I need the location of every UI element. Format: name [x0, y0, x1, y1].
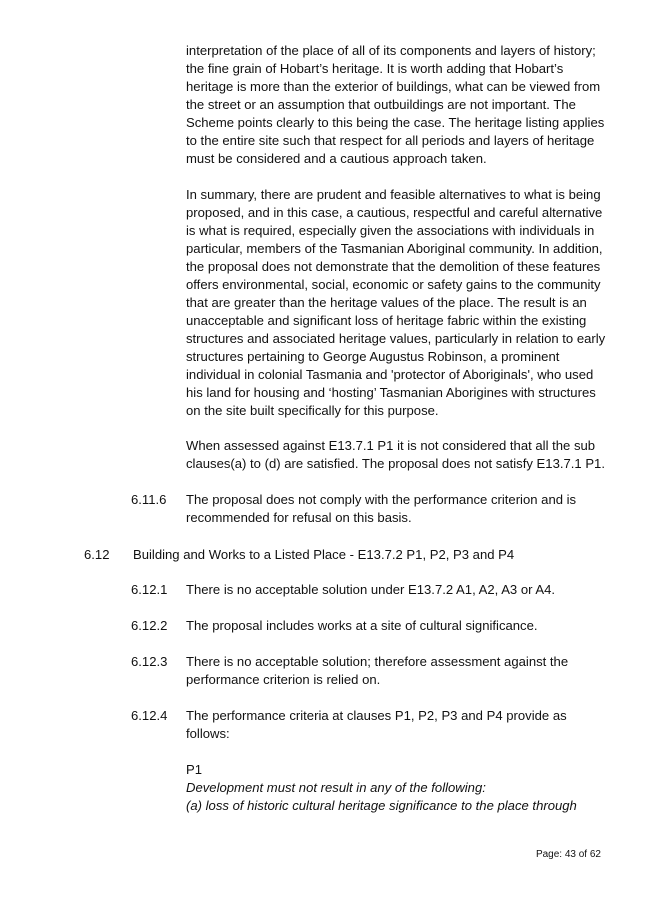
item-number: 6.12.2	[131, 618, 168, 633]
section-heading: Building and Works to a Listed Place - E13.7.2 P1, P2, P3 and P4	[133, 547, 515, 562]
page-number: Page: 43 of 62	[535, 849, 601, 860]
item-number: 6.11.6	[131, 492, 167, 507]
item-text: There is no acceptable solution; therefore assessment against the performance criterion is relied on.	[186, 654, 569, 687]
criteria-label: P1	[186, 762, 203, 777]
item-text: There is no acceptable solution under E13.7.2 A1, A2, A3 or A4.	[186, 582, 556, 597]
item-text: The proposal does not comply with the performance criterion and is recommended for refusal on this basis.	[186, 492, 577, 525]
criteria-clause-a: (a) loss of historic cultural heritage significance to the place through	[186, 798, 577, 813]
body-paragraph-1: interpretation of the place of all of its components and layers of history; the fine grain of Hobart’s heritage. It is worth adding that Hobart’s heritage is more than the exterior of buildings, what can be viewed from the street or an assumption that outbuildings are not important. The Scheme points clearly to this being the case. The heritage listing applies to the entire site such that respect for all periods and layers of heritage must be considered and a cautious approach taken.	[186, 43, 605, 166]
item-number: 6.12.3	[131, 654, 168, 669]
section-number: 6.12	[84, 547, 110, 562]
body-paragraph-3: When assessed against E13.7.1 P1 it is not considered that all the sub clauses(a) to (d) are satisfied. The proposal does not satisfy E13.7.1 P1.	[186, 438, 605, 471]
item-text: The performance criteria at clauses P1, P2, P3 and P4 provide as follows:	[186, 708, 567, 741]
criteria-intro: Development must not result in any of the following:	[186, 780, 486, 795]
item-number: 6.12.4	[131, 708, 168, 723]
item-number: 6.12.1	[131, 582, 168, 597]
body-paragraph-2: In summary, there are prudent and feasible alternatives to what is being proposed, and in this case, a cautious, respectful and careful alternative is what is required, especially given the associations with individuals in particular, members of the Tasmanian Aboriginal community. In addition, the proposal does not demonstrate that the demolition of these features offers environmental, social, economic or safety gains to the community that are greater than the heritage values of the place. The result is an unacceptable and significant loss of heritage fabric within the existing structures and associated heritage values, particularly in relation to early structures pertaining to George Augustus Robinson, a prominent individual in colonial Tasmania and 'protector of Aboriginals', who used his land for housing and ‘hosting’ Tasmanian Aborigines with structures on the site built specifically for this purpose.	[186, 187, 606, 418]
item-text: The proposal includes works at a site of cultural significance.	[186, 618, 538, 633]
